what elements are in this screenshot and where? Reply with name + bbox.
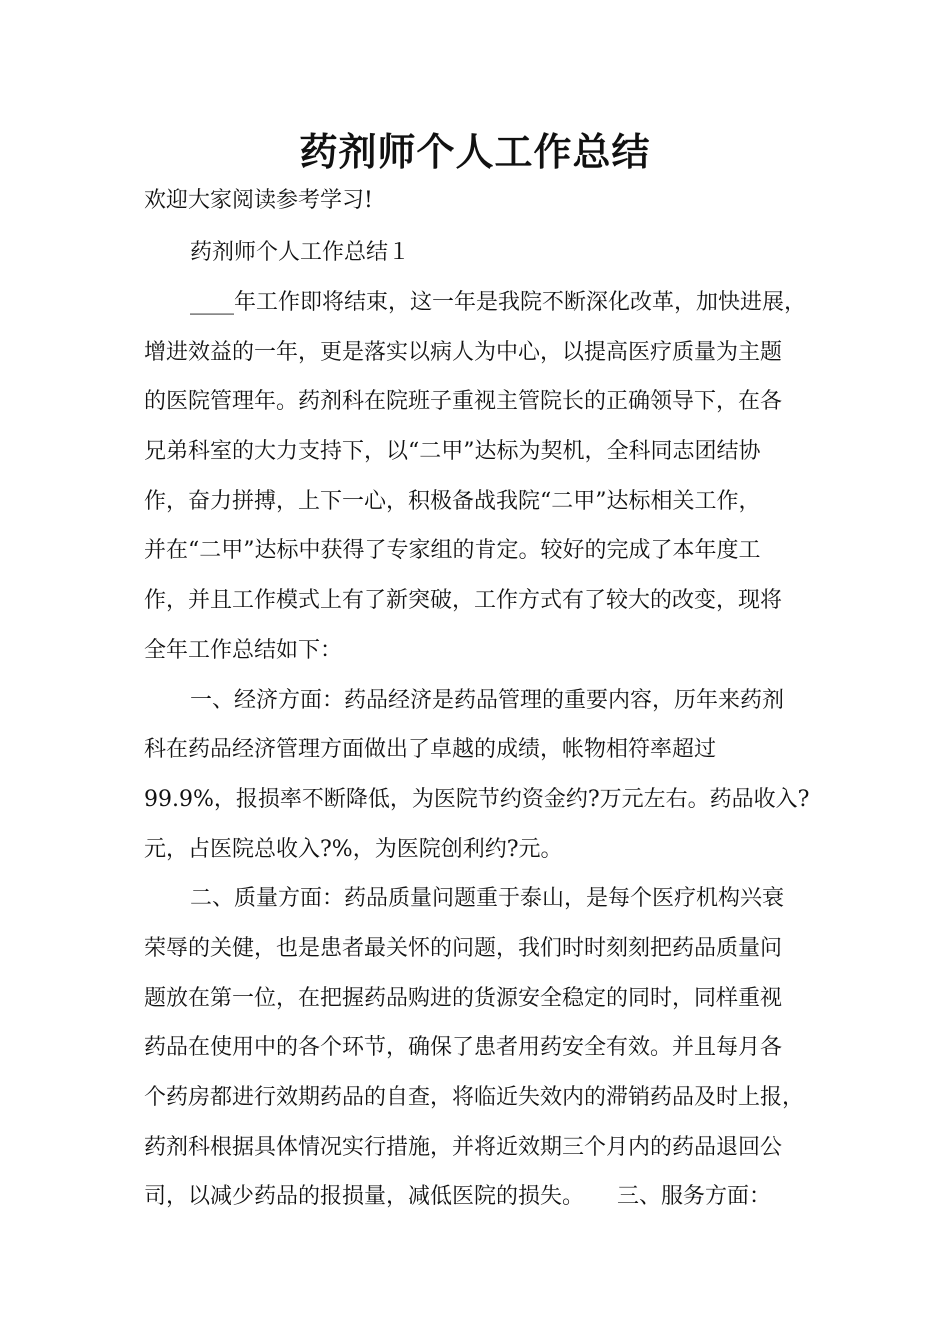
paragraph-line: 药剂科根据具体情况实行措施，并将近效期三个月内的药品退回公: [144, 1135, 783, 1160]
paragraph-line: 科在药品经济管理方面做出了卓越的成绩，帐物相符率超过: [144, 737, 717, 762]
paragraph-line: 二、质量方面：药品质量问题重于泰山，是每个医疗机构兴衰: [190, 886, 785, 911]
paragraph-line: 元，占医院总收入?%，为医院创利约?元。: [144, 837, 563, 862]
paragraph-line: 作，并且工作模式上有了新突破，工作方式有了较大的改变，现将: [144, 588, 783, 613]
paragraph-line: 的医院管理年。药剂科在院班子重视主管院长的正确领导下，在各: [144, 389, 783, 414]
paragraph-line: 并在“二甲”达标中获得了专家组的肯定。较好的完成了本年度工: [144, 538, 761, 563]
paragraph-line: 增进效益的一年，更是落实以病人为中心，以提高医疗质量为主题: [144, 340, 783, 365]
paragraph-line: 司，以减少药品的报损量，减低医院的损失。 三、服务方面：: [144, 1184, 772, 1209]
paragraph-line: 个药房都进行效期药品的自查，将临近失效内的滞销药品及时上报，: [144, 1085, 805, 1110]
paragraph-line: 荣辱的关健，也是患者最关怀的问题，我们时时刻刻把药品质量问: [144, 936, 783, 961]
paragraph-line: ____年工作即将结束，这一年是我院不断深化改革，加快进展，: [190, 290, 807, 315]
paragraph-line: 题放在第一位，在把握药品购进的货源安全稳定的同时，同样重视: [144, 986, 783, 1011]
greeting-line: 欢迎大家阅读参考学习!: [144, 188, 373, 213]
paragraph-line: 全年工作总结如下：: [144, 638, 343, 663]
paragraph-line: 药品在使用中的各个环节，确保了患者用药安全有效。并且每月各: [144, 1035, 783, 1060]
document-title: 药剂师个人工作总结: [299, 129, 651, 174]
paragraph-line: 一、经济方面：药品经济是药品管理的重要内容，历年来药剂: [190, 688, 785, 713]
paragraph-line: 99.9%，报损率不断降低，为医院节约资金约?万元左右。药品收入?: [144, 787, 810, 812]
paragraph-line: 作，奋力拼搏，上下一心，积极备战我院“二甲”达标相关工作，: [144, 489, 761, 514]
paragraph-line: 兄弟科室的大力支持下，以“二甲”达标为契机，全科同志团结协: [144, 439, 761, 464]
section-heading: 药剂师个人工作总结１: [190, 240, 411, 265]
